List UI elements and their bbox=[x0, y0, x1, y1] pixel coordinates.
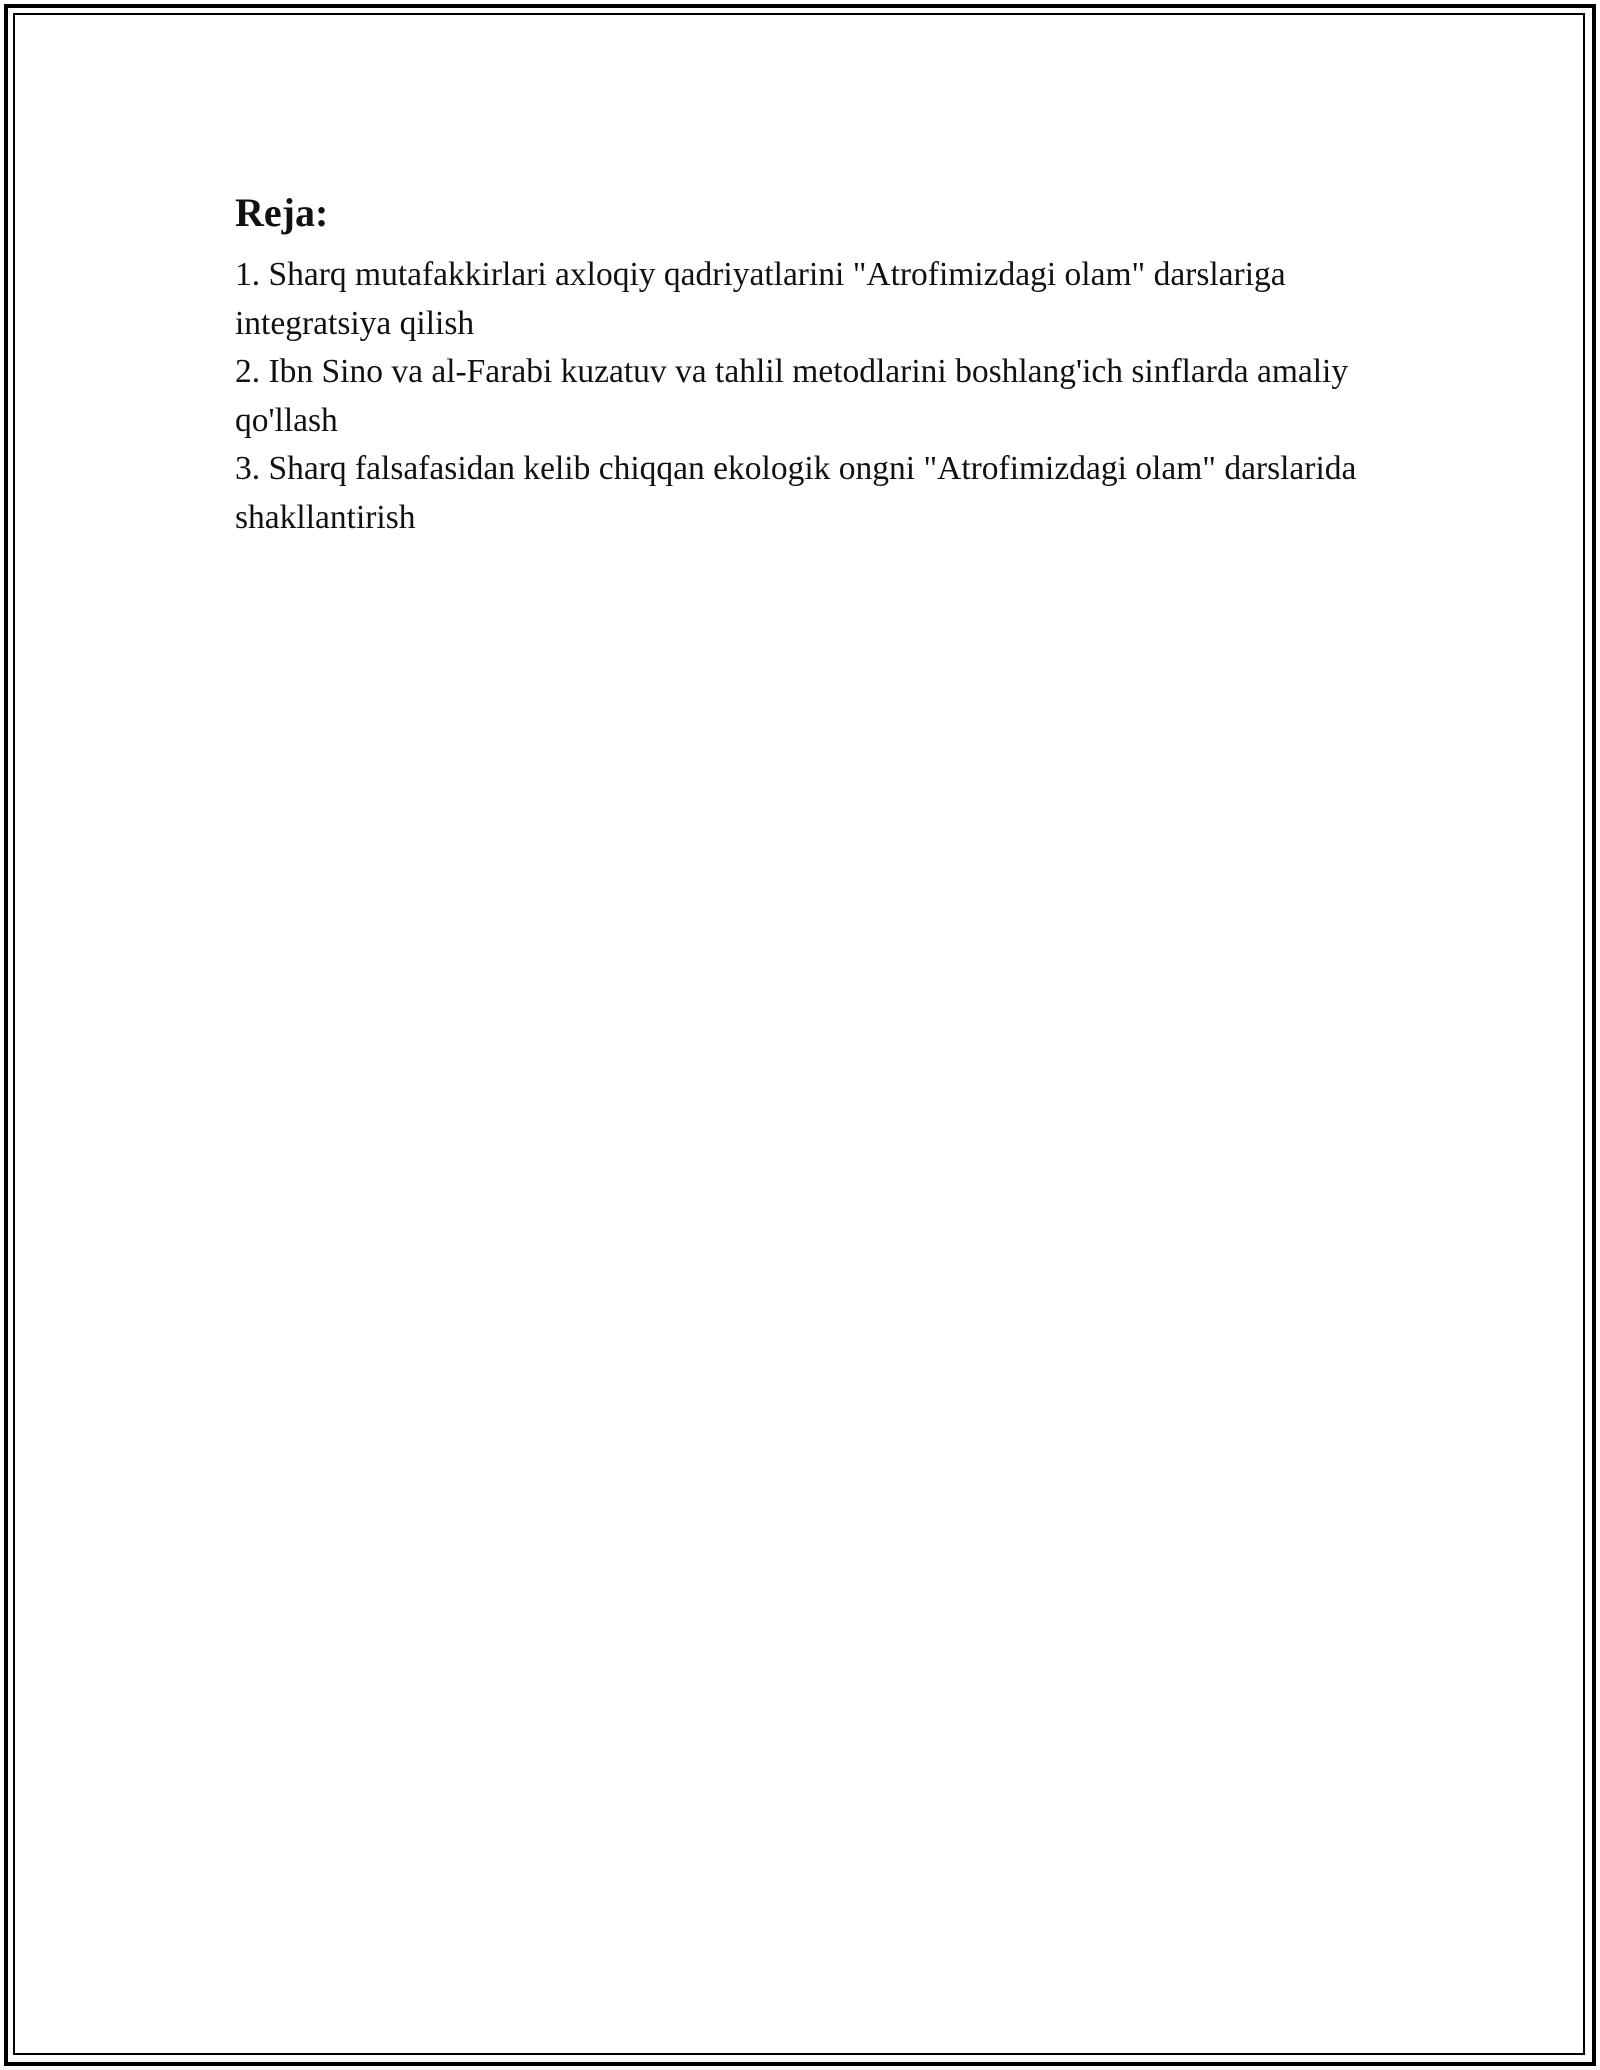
plan-item-2: 2. Ibn Sino va al-Farabi kuzatuv va tahlil metodlarini boshlang'ich sinflarda amaliy qo'llash bbox=[235, 353, 1349, 439]
plan-list bbox=[235, 251, 1385, 542]
plan-item-1: 1. Sharq mutafakkirlari axloqiy qadriyatlarini "Atrofimizdagi olam" darslariga integratsiya qilish bbox=[235, 256, 1286, 342]
plan-item-3: 3. Sharq falsafasidan kelib chiqqan ekologik ongni "Atrofimizdagi olam" darslarida shakllantirish bbox=[235, 450, 1357, 536]
plan-heading: Reja: bbox=[235, 190, 329, 235]
page-content bbox=[235, 183, 1385, 542]
